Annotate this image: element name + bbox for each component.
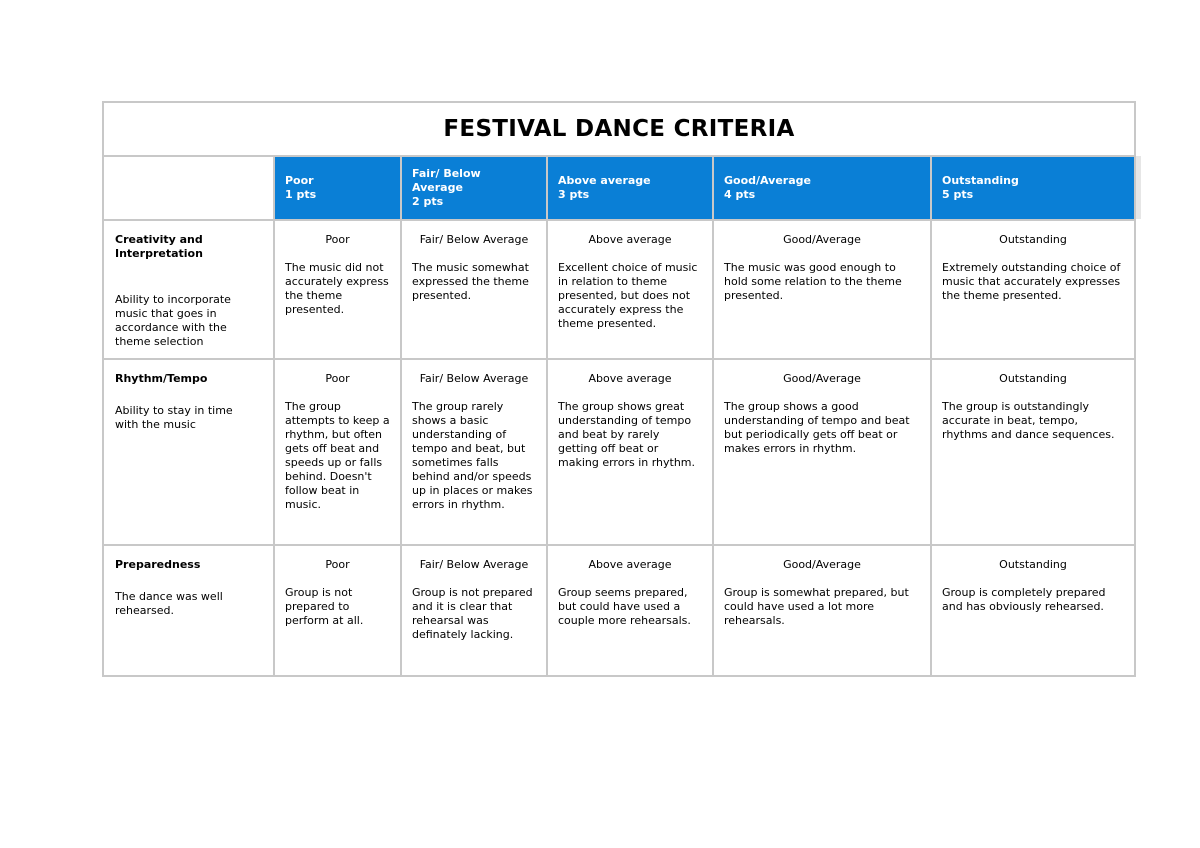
cell-text: Extremely outstanding choice of music that accurately expresses the theme presented. [942,261,1121,302]
rubric-cell [274,220,401,359]
cell-level: Poor [325,372,350,385]
level-name: Poor [285,174,314,187]
rubric-cell [547,545,713,676]
cell-level: Outstanding [999,558,1067,571]
cell-level: Fair/ Below Average [419,372,529,385]
cell-level: Outstanding [999,372,1067,385]
criterion-desc: The dance was well rehearsed. [115,590,223,617]
criterion-cell [103,545,274,676]
criterion-desc: Ability to incorporate music that goes in accordance with the theme selection [115,293,231,348]
criterion-cell [103,359,274,545]
row-preparedness [103,545,1135,676]
header-good [713,156,931,220]
cell-text: The music somewhat expressed the theme presented. [412,261,529,302]
rubric-cell [931,545,1135,676]
level-pts: 5 pts [942,188,974,201]
rubric-cell [547,220,713,359]
row-creativity [103,220,1135,359]
cell-level: Poor [325,233,350,246]
criterion-name: Creativity and Interpretation [115,233,203,260]
level-pts: 4 pts [724,188,756,201]
cell-level: Good/Average [783,558,861,571]
cell-text: Group is somewhat prepared, but could have used a lot more rehearsals. [724,586,909,627]
cell-level: Good/Average [783,372,861,385]
cell-level: Poor [325,558,350,571]
level-name-line2: Average [412,181,463,194]
header-outstanding [931,156,1135,220]
rubric-cell [274,545,401,676]
level-pts: 1 pts [285,188,317,201]
cell-text: The group is outstandingly accurate in beat, tempo, rhythms and dance sequences. [942,400,1115,441]
cell-text: Group is not prepared and it is clear that rehearsal was definately lacking. [412,586,533,641]
cell-text: The group rarely shows a basic understanding of tempo and beat, but sometimes falls behind and/or speeds up in places or makes errors in rhythm. [412,400,533,511]
cell-level: Good/Average [783,233,861,246]
header-fair [401,156,547,220]
cell-text: The music was good enough to hold some relation to the theme presented. [724,261,902,302]
rubric-cell [401,359,547,545]
cell-text: The music did not accurately express the theme presented. [285,261,389,316]
level-name: Fair/ Below [412,167,481,180]
cell-level: Above average [588,233,672,246]
cell-text: The group attempts to keep a rhythm, but often gets off beat and speeds up or falls behind. Doesn't follow beat in music. [285,400,390,511]
criterion-name: Preparedness [115,558,201,571]
criterion-desc: Ability to stay in time with the music [115,404,233,431]
page-title: FESTIVAL DANCE CRITERIA [443,116,795,142]
cell-text: Group is not prepared to perform at all. [285,586,364,627]
rubric-cell [713,220,931,359]
header-blank-cell [103,156,274,220]
title-cell [103,102,1135,156]
rubric-cell [274,359,401,545]
cell-text: The group shows great understanding of tempo and beat by rarely getting off beat or making errors in rhythm. [558,400,696,469]
level-pts: 3 pts [558,188,590,201]
criterion-cell [103,220,274,359]
criterion-name: Rhythm/Tempo [115,372,208,385]
level-name: Outstanding [942,174,1019,187]
cell-text: Excellent choice of music in relation to theme presented, but does not accurately express the theme presented. [558,261,698,330]
rubric-cell [547,359,713,545]
rubric-table [102,101,1136,677]
rubric-cell [713,359,931,545]
header-row [103,156,1135,220]
cell-level: Above average [588,558,672,571]
cell-text: Group is completely prepared and has obviously rehearsed. [942,586,1106,613]
header-above-average [547,156,713,220]
rubric-cell [713,545,931,676]
cell-level: Fair/ Below Average [419,233,529,246]
rubric-cell [931,359,1135,545]
level-pts: 2 pts [412,195,444,208]
cell-level: Fair/ Below Average [419,558,529,571]
rubric-cell [401,220,547,359]
cell-level: Above average [588,372,672,385]
rubric-cell [401,545,547,676]
cell-text: Group seems prepared, but could have used a couple more rehearsals. [558,586,691,627]
row-rhythm [103,359,1135,545]
rubric-cell [931,220,1135,359]
level-name: Good/Average [724,174,811,187]
cell-level: Outstanding [999,233,1067,246]
header-poor [274,156,401,220]
title-row [103,102,1135,156]
level-name: Above average [558,174,651,187]
cell-text: The group shows a good understanding of tempo and beat but periodically gets off beat or makes errors in rhythm. [724,400,910,455]
